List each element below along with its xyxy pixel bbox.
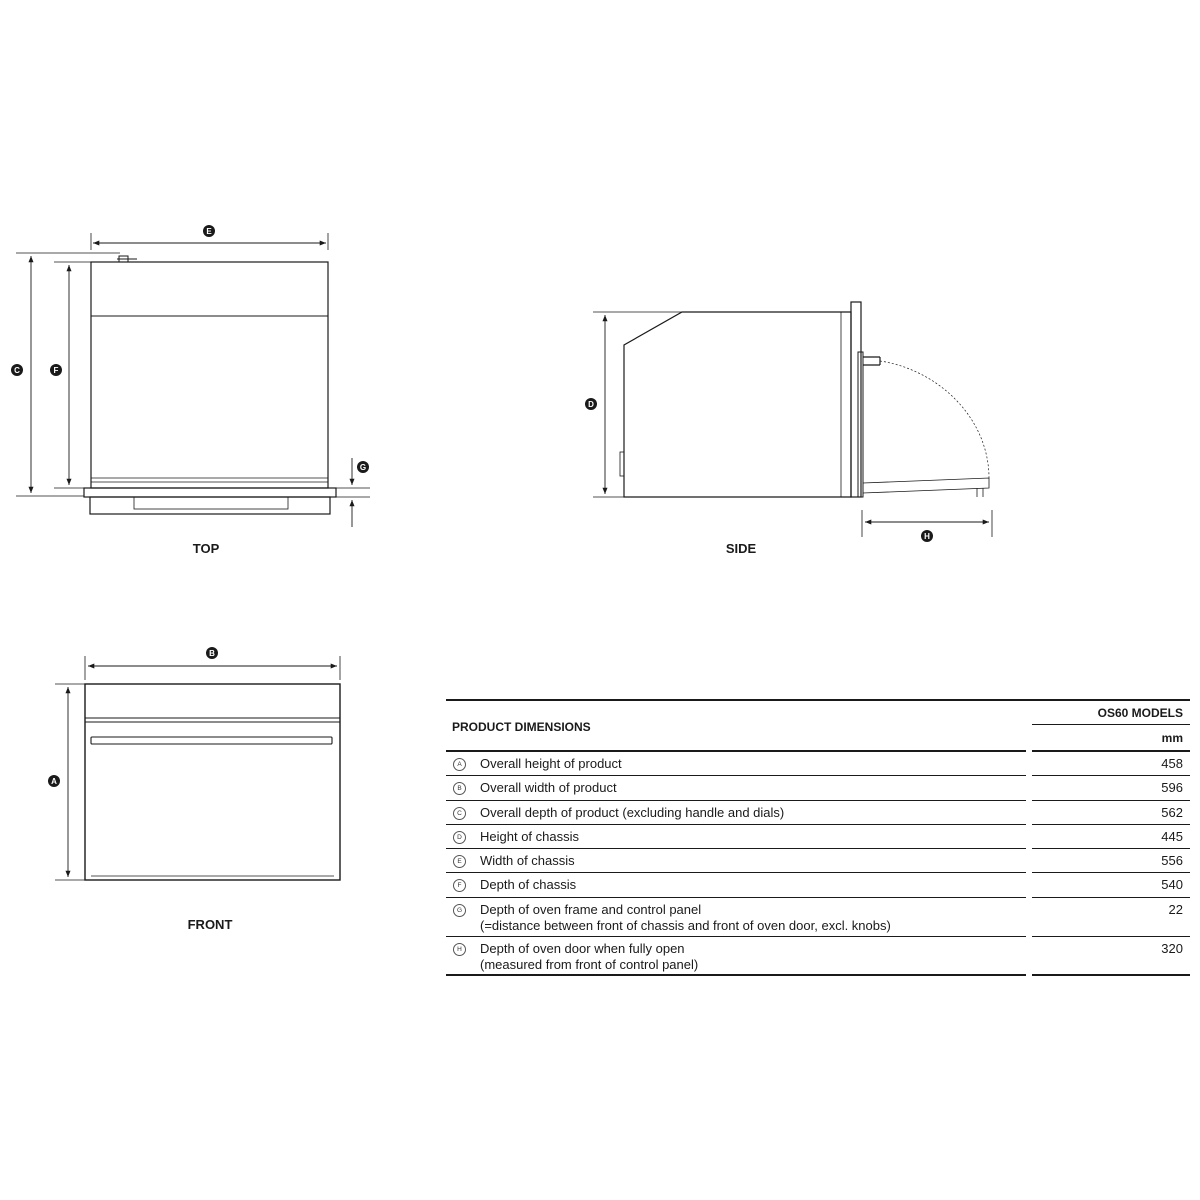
row-description: Overall width of product bbox=[480, 780, 617, 796]
front-view bbox=[48, 647, 340, 932]
row-key: B bbox=[453, 782, 466, 795]
table-row bbox=[446, 849, 1190, 873]
row-description: Depth of oven door when fully open bbox=[480, 940, 685, 956]
marker-a-text: A bbox=[51, 777, 57, 786]
row-description: Overall height of product bbox=[480, 756, 622, 771]
top-view-label: TOP bbox=[192, 541, 220, 556]
unit-header: mm bbox=[1161, 731, 1183, 745]
marker-g-text: G bbox=[359, 463, 367, 472]
table-row bbox=[446, 937, 1190, 976]
row-key: E bbox=[453, 855, 466, 868]
table-row bbox=[446, 873, 1190, 897]
marker-d-text: D bbox=[588, 400, 594, 409]
model-header: OS60 MODELS bbox=[1097, 706, 1183, 720]
row-description: Depth of oven frame and control panel bbox=[480, 901, 702, 917]
table-row bbox=[446, 825, 1190, 849]
row-description: Depth of chassis bbox=[480, 877, 577, 893]
row-key: D bbox=[453, 831, 466, 844]
row-key: H bbox=[453, 943, 466, 956]
row-key: A bbox=[453, 758, 466, 771]
row-description: Overall depth of product (excluding handle and dials) bbox=[480, 804, 785, 820]
row-description-note: (measured from front of control panel) bbox=[480, 956, 699, 972]
row-value: 596 bbox=[1161, 780, 1183, 796]
marker-c-text: C bbox=[14, 366, 20, 375]
row-description: Width of chassis bbox=[480, 853, 575, 869]
row-description-note: (=distance between front of chassis and front of oven door, excl. knobs) bbox=[480, 917, 891, 933]
marker-f-text: F bbox=[53, 366, 59, 375]
row-key: F bbox=[453, 879, 466, 892]
dimensions-table bbox=[446, 699, 1190, 976]
row-value: 320 bbox=[1161, 940, 1183, 956]
table-row bbox=[446, 776, 1190, 800]
side-view bbox=[585, 302, 992, 556]
marker-b-text: B bbox=[209, 649, 215, 658]
table-title: PRODUCT DIMENSIONS bbox=[452, 720, 591, 734]
row-value: 562 bbox=[1161, 804, 1183, 820]
marker-h-text: H bbox=[924, 532, 930, 541]
table-row bbox=[446, 801, 1190, 825]
row-key: G bbox=[453, 904, 466, 917]
table-header bbox=[446, 699, 1190, 752]
row-description: Height of chassis bbox=[480, 828, 579, 844]
row-value: 556 bbox=[1161, 853, 1183, 869]
top-view bbox=[11, 225, 370, 556]
row-key: C bbox=[453, 807, 466, 820]
marker-e-text: E bbox=[206, 227, 212, 236]
side-view-label: SIDE bbox=[725, 541, 757, 556]
row-value: 445 bbox=[1161, 828, 1183, 844]
row-value: 22 bbox=[1168, 901, 1183, 917]
table-row bbox=[446, 752, 1190, 776]
row-value: 540 bbox=[1161, 877, 1183, 893]
table-row bbox=[446, 898, 1190, 937]
front-view-label: FRONT bbox=[187, 917, 233, 932]
row-value: 458 bbox=[1161, 756, 1183, 771]
